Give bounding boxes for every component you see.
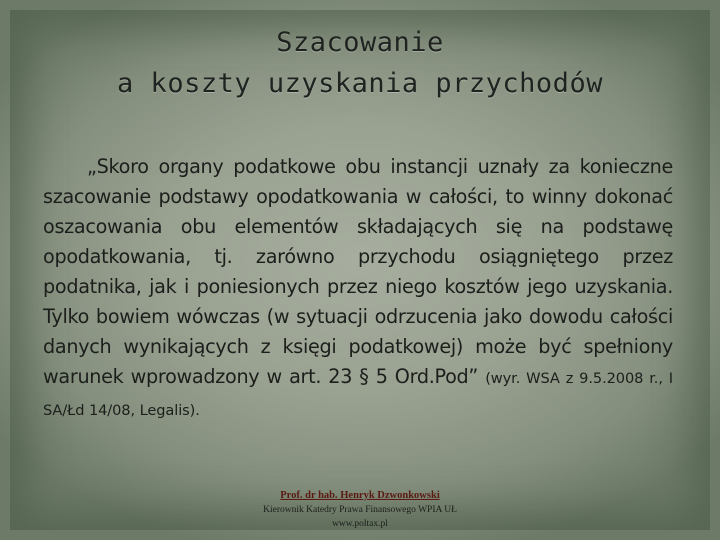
citation: (wyr. WSA z 9.5.2008 r., I SA/Łd 14/08, Legalis). (43, 370, 673, 419)
quote-text: „Skoro organy podatkowe obu instancji uznały za konieczne szacowanie podstawy opodatkowania w całości, to winny dokonać oszacowania obu elementów składających się na podstawę opodatkowania, tj. zarówno przychodu osiągniętego przez podatnika, jak i poniesionych przez niego kosztów jego uzyskania. Tylko bowiem wówczas (w sytuacji odrzucenia jako dowodu całości danych wynikających z księgi podatkowej) może być spełniony warunek wprowadzony w art. 23 § 5 Ord.Pod” (43, 155, 673, 388)
footer-author-link[interactable]: Prof. dr hab. Henryk Dzwonkowski (280, 490, 440, 501)
footer-department: Kierownik Katedry Prawa Finansowego WPIA UŁ (263, 505, 457, 515)
quote-paragraph (43, 152, 673, 426)
slide-title-line1: Szacowanie (276, 27, 444, 58)
footer-website: www.poltax.pl (332, 519, 388, 529)
slide-title-line2: a koszty uzyskania przychodów (117, 68, 603, 99)
